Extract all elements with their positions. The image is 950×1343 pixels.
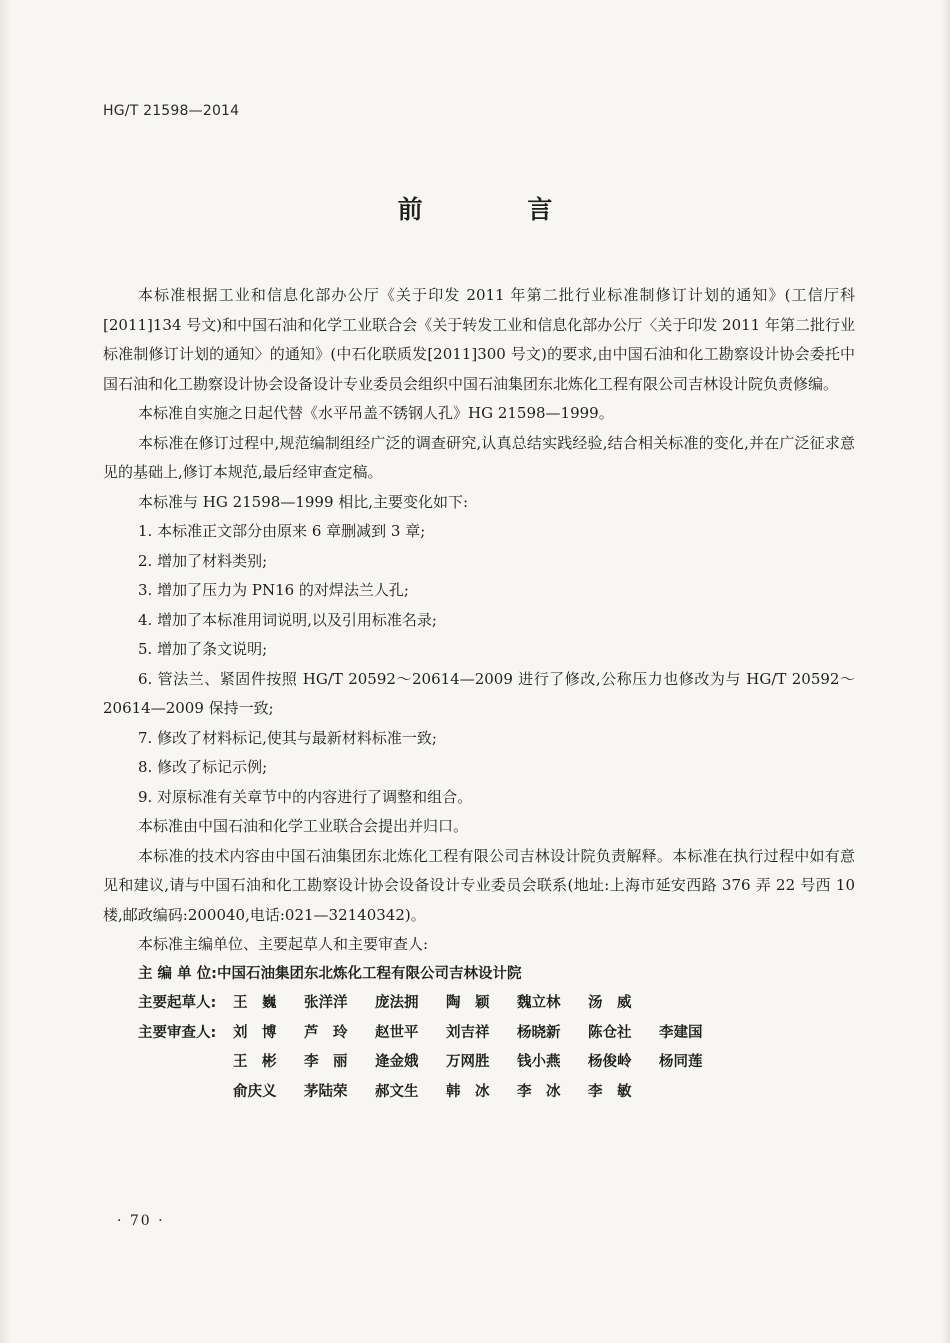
reviewer-name: 李 敏 [588,1083,632,1100]
drafter-name: 张洋洋 [304,995,348,1011]
reviewer-name: 赵世平 [375,1024,419,1041]
paragraph-revision-process: 本标准在修订过程中,规范编制组经广泛的调查研究,认真总结实践经验,结合相关标准的变化,并在广泛征求意见的基础上,修订本规范,最后经审查定稿。 [103,433,855,481]
reviewers-row [103,1078,855,1108]
reviewer-name: 刘吉祥 [446,1024,490,1041]
reviewer-name: 陈仓社 [588,1024,632,1041]
reviewer-name: 李建国 [659,1024,703,1041]
reviewer-name: 杨同莲 [659,1054,703,1070]
paragraph-basis: 本标准根据工业和信息化部办公厅《关于印发 2011 年第二批行业标准制修订计划的通知》(工信厅科[2011]134 号文)和中国石油和化学工业联合会《关于转发工业和信息化部办公厅〈关于印发 2011 年第二批行业标准制修订计划的通知〉的通知》(中石化联质发[2011]300 号文)的要求,由中国石油和化工勘察设计协会委托中国石油和化工勘察设计协会设备设计专业委员会组织中国石油集团东北炼化工程有限公司吉林设计院负责修编。 [103,286,855,393]
drafters-role-label: 主要起草人: [138,995,217,1011]
reviewer-name: 王 彬 [233,1054,277,1070]
standard-code-header: HG/T 21598—2014 [103,103,240,119]
change-item: 8. 修改了标记示例; [138,758,268,776]
change-item: 2. 增加了材料类别; [138,551,268,570]
reviewer-name: 杨晓新 [517,1024,561,1041]
reviewer-name: 刘 博 [233,1024,277,1041]
reviewer-name: 芦 玲 [304,1024,348,1041]
paragraph-replacement: 本标准自实施之日起代替《水平吊盖不锈钢人孔》HG 21598—1999。 [138,404,614,422]
change-item: 5. 增加了条文说明; [138,640,268,658]
editor-organization: 中国石油集团东北炼化工程有限公司吉林设计院 [216,965,522,982]
drafter-name: 汤 威 [588,995,632,1011]
change-item: 4. 增加了本标准用词说明,以及引用标准名录; [138,610,437,629]
page-number: · 70 · [117,1213,165,1229]
reviewer-name: 郝文生 [375,1083,419,1100]
change-item: 3. 增加了压力为 PN16 的对焊法兰人孔; [138,581,409,599]
document-body [103,281,855,1107]
reviewer-name: 茅陆荣 [304,1083,348,1100]
reviewers-row [103,1048,855,1078]
paragraph-changes-intro: 本标准与 HG 21598—1999 相比,主要变化如下: [138,492,469,511]
editor-row [103,960,855,990]
paragraph-credits-intro: 本标准主编单位、主要起草人和主要审查人: [138,935,429,953]
change-item: 1. 本标准正文部分由原来 6 章删减到 3 章; [138,522,426,540]
reviewer-name: 俞庆义 [233,1083,277,1100]
change-item: 9. 对原标准有关章节中的内容进行了调整和组合。 [138,787,473,806]
reviewer-name: 钱小燕 [517,1054,561,1070]
editor-role-label: 主 编 单 位: [138,965,217,982]
drafter-name: 王 巍 [233,995,277,1011]
reviewer-name: 杨俊岭 [588,1054,632,1070]
reviewer-name: 韩 冰 [446,1083,490,1100]
reviewer-name: 逄金娥 [375,1054,419,1070]
reviewer-name: 万网胜 [446,1054,490,1070]
reviewers-row [103,1019,855,1049]
reviewer-name: 李 冰 [517,1083,561,1100]
reviewers-role-label: 主要审查人: [138,1024,217,1041]
change-item: 6. 管法兰、紧固件按照 HG/T 20592～20614—2009 进行了修改,公称压力也修改为与 HG/T 20592～20614—2009 保持一致; [103,669,855,717]
paragraph-responsible-body: 本标准由中国石油和化学工业联合会提出并归口。 [138,817,469,835]
drafters-row [103,989,855,1019]
drafter-name: 庞法拥 [375,995,419,1011]
page-title: 前 言 [397,195,601,224]
reviewer-name: 李 丽 [304,1054,348,1070]
paragraph-contact: 本标准的技术内容由中国石油集团东北炼化工程有限公司吉林设计院负责解释。本标准在执行过程中如有意见和建议,请与中国石油和化工勘察设计协会设备设计专业委员会联系(地址:上海市延安西路 376 弄 22 号西 10 楼,邮政编码:200040,电话:021—32140342)。 [103,846,855,924]
drafter-name: 陶 颖 [446,995,490,1011]
drafter-name: 魏立林 [517,995,561,1011]
change-item: 7. 修改了材料标记,使其与最新材料标准一致; [138,728,437,747]
credits-block [103,960,855,1108]
